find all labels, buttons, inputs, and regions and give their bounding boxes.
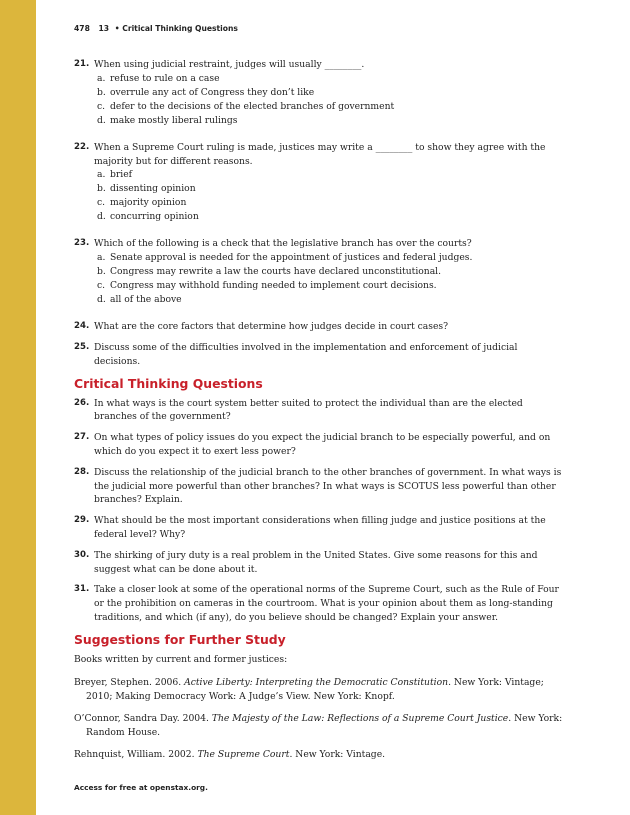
option-a <box>94 168 564 182</box>
option-a <box>94 251 564 265</box>
question-text: In what ways is the court system better suited to protect the individual than are the elected branches of the government? <box>94 397 523 423</box>
page <box>74 0 564 815</box>
question-24 <box>74 320 564 334</box>
reference-breyer <box>74 676 564 704</box>
reference-author: Breyer, Stephen. 2006. <box>74 676 185 688</box>
question-22 <box>74 141 564 225</box>
option-letter: a. <box>97 72 106 84</box>
question-23 <box>74 237 564 307</box>
question-21 <box>74 58 564 128</box>
option-c <box>94 196 564 210</box>
reference-title: The Supreme Court <box>197 748 290 760</box>
question-number: 28. <box>74 466 90 477</box>
option-b <box>94 265 564 279</box>
question-text: When using judicial restraint, judges will usually ________. <box>94 59 365 70</box>
option-c <box>94 100 564 114</box>
page-number: 478 <box>74 24 90 33</box>
question-text: What are the core factors that determine how judges decide in court cases? <box>94 321 449 333</box>
answer-options <box>94 168 564 224</box>
option-letter: d. <box>97 211 106 223</box>
reference-publisher: . New York: Vintage. <box>289 748 386 760</box>
option-c <box>94 279 564 293</box>
question-29 <box>74 514 564 542</box>
option-letter: b. <box>97 183 106 195</box>
question-text: Discuss some of the difficulties involved in the implementation and enforcement of judicial decisions. <box>94 341 518 367</box>
question-27 <box>74 431 564 459</box>
option-text: overrule any act of Congress they don’t like <box>110 86 315 98</box>
option-text: Congress may rewrite a law the courts have declared unconstitutional. <box>110 266 442 278</box>
option-letter: a. <box>97 252 106 264</box>
question-number: 29. <box>74 515 90 526</box>
chapter-number: 13 <box>98 24 110 33</box>
option-text: Senate approval is needed for the appointment of justices and federal judges. <box>110 252 473 264</box>
question-number: 24. <box>74 321 90 332</box>
question-text: When a Supreme Court ruling is made, justices may write a ________ to show they agree with the majority but for different reasons. <box>94 141 546 167</box>
option-letter: d. <box>97 114 106 126</box>
option-text: all of the above <box>110 294 182 306</box>
option-text: dissenting opinion <box>110 183 196 195</box>
reference-title: Active Liberty: Interpreting the Democratic Constitution <box>184 676 449 688</box>
option-b <box>94 182 564 196</box>
question-number: 22. <box>74 141 90 152</box>
main-content <box>74 58 564 770</box>
option-a <box>94 72 564 86</box>
question-number: 21. <box>74 59 90 69</box>
option-letter: d. <box>97 294 106 306</box>
question-text: Discuss the relationship of the judicial branch to the other branches of government. In what ways is the judicial more powerful than other branches? In what ways is SCOTUS less powerful than other branches? Explain. <box>94 466 562 506</box>
option-letter: b. <box>97 86 106 98</box>
answer-options <box>94 72 564 128</box>
question-number: 26. <box>74 397 90 408</box>
further-study-heading: Suggestions for Further Study <box>74 631 286 647</box>
option-d <box>94 210 564 224</box>
question-text: On what types of policy issues do you expect the judicial branch to be especially powerful, and on which do you expect it to exert less power? <box>94 432 551 457</box>
option-b <box>94 86 564 100</box>
option-text: refuse to rule on a case <box>110 72 220 84</box>
option-letter: b. <box>97 266 106 278</box>
answer-options <box>94 251 564 307</box>
page-footer: Access for free at openstax.org. <box>74 783 208 792</box>
option-letter: c. <box>97 280 106 292</box>
question-text: What should be the most important considerations when filling judge and justice positions at the federal level? Why? <box>94 515 546 540</box>
question-30 <box>74 549 564 577</box>
section-title: Critical Thinking Questions <box>122 24 238 33</box>
bullet-separator: • <box>114 24 120 33</box>
reference-publisher: . New York: Random House. <box>86 712 563 738</box>
further-study-intro: Books written by current and former justices: <box>74 653 288 665</box>
question-number: 31. <box>74 584 90 595</box>
question-text: Which of the following is a check that the legislative branch has over the courts? <box>94 238 472 250</box>
question-26 <box>74 397 564 425</box>
running-header <box>74 24 238 33</box>
reference-author: O’Connor, Sandra Day. 2004. <box>74 712 212 724</box>
question-number: 25. <box>74 341 90 352</box>
reference-title: The Majesty of the Law: Reflections of a Supreme Court Justice <box>211 712 509 724</box>
option-letter: c. <box>97 100 106 112</box>
question-text: The shirking of jury duty is a real problem in the United States. Give some reasons for this and suggest what can be done about it. <box>94 549 538 575</box>
option-text: majority opinion <box>110 197 187 209</box>
option-text: make mostly liberal rulings <box>110 114 238 126</box>
question-25 <box>74 341 564 369</box>
reference-publisher: . New York: Vintage; 2010; Making Democracy Work: A Judge’s View. New York: Knopf. <box>86 676 544 702</box>
option-letter: c. <box>97 197 106 209</box>
question-number: 23. <box>74 238 90 249</box>
question-28 <box>74 466 564 507</box>
option-d <box>94 114 564 128</box>
reference-rehnquist <box>74 748 564 762</box>
option-text: brief <box>110 169 133 181</box>
page-margin-band <box>0 0 36 815</box>
question-number: 27. <box>74 432 90 443</box>
reference-author: Rehnquist, William. 2002. <box>74 748 198 760</box>
question-number: 30. <box>74 549 90 560</box>
question-text: Take a closer look at some of the operational norms of the Supreme Court, such as the Rule of Four or the prohibition on cameras in the courtroom. What is your opinion about them as long-standing traditions, and which (if any), do you believe should be changed? Explain your answer. <box>94 584 559 623</box>
question-31 <box>74 583 564 624</box>
option-text: concurring opinion <box>110 211 199 223</box>
option-d <box>94 293 564 307</box>
option-letter: a. <box>97 169 106 181</box>
option-text: Congress may withhold funding needed to implement court decisions. <box>110 280 437 292</box>
reference-oconnor <box>74 712 564 740</box>
critical-thinking-heading: Critical Thinking Questions <box>74 375 263 391</box>
option-text: defer to the decisions of the elected branches of government <box>110 100 395 112</box>
